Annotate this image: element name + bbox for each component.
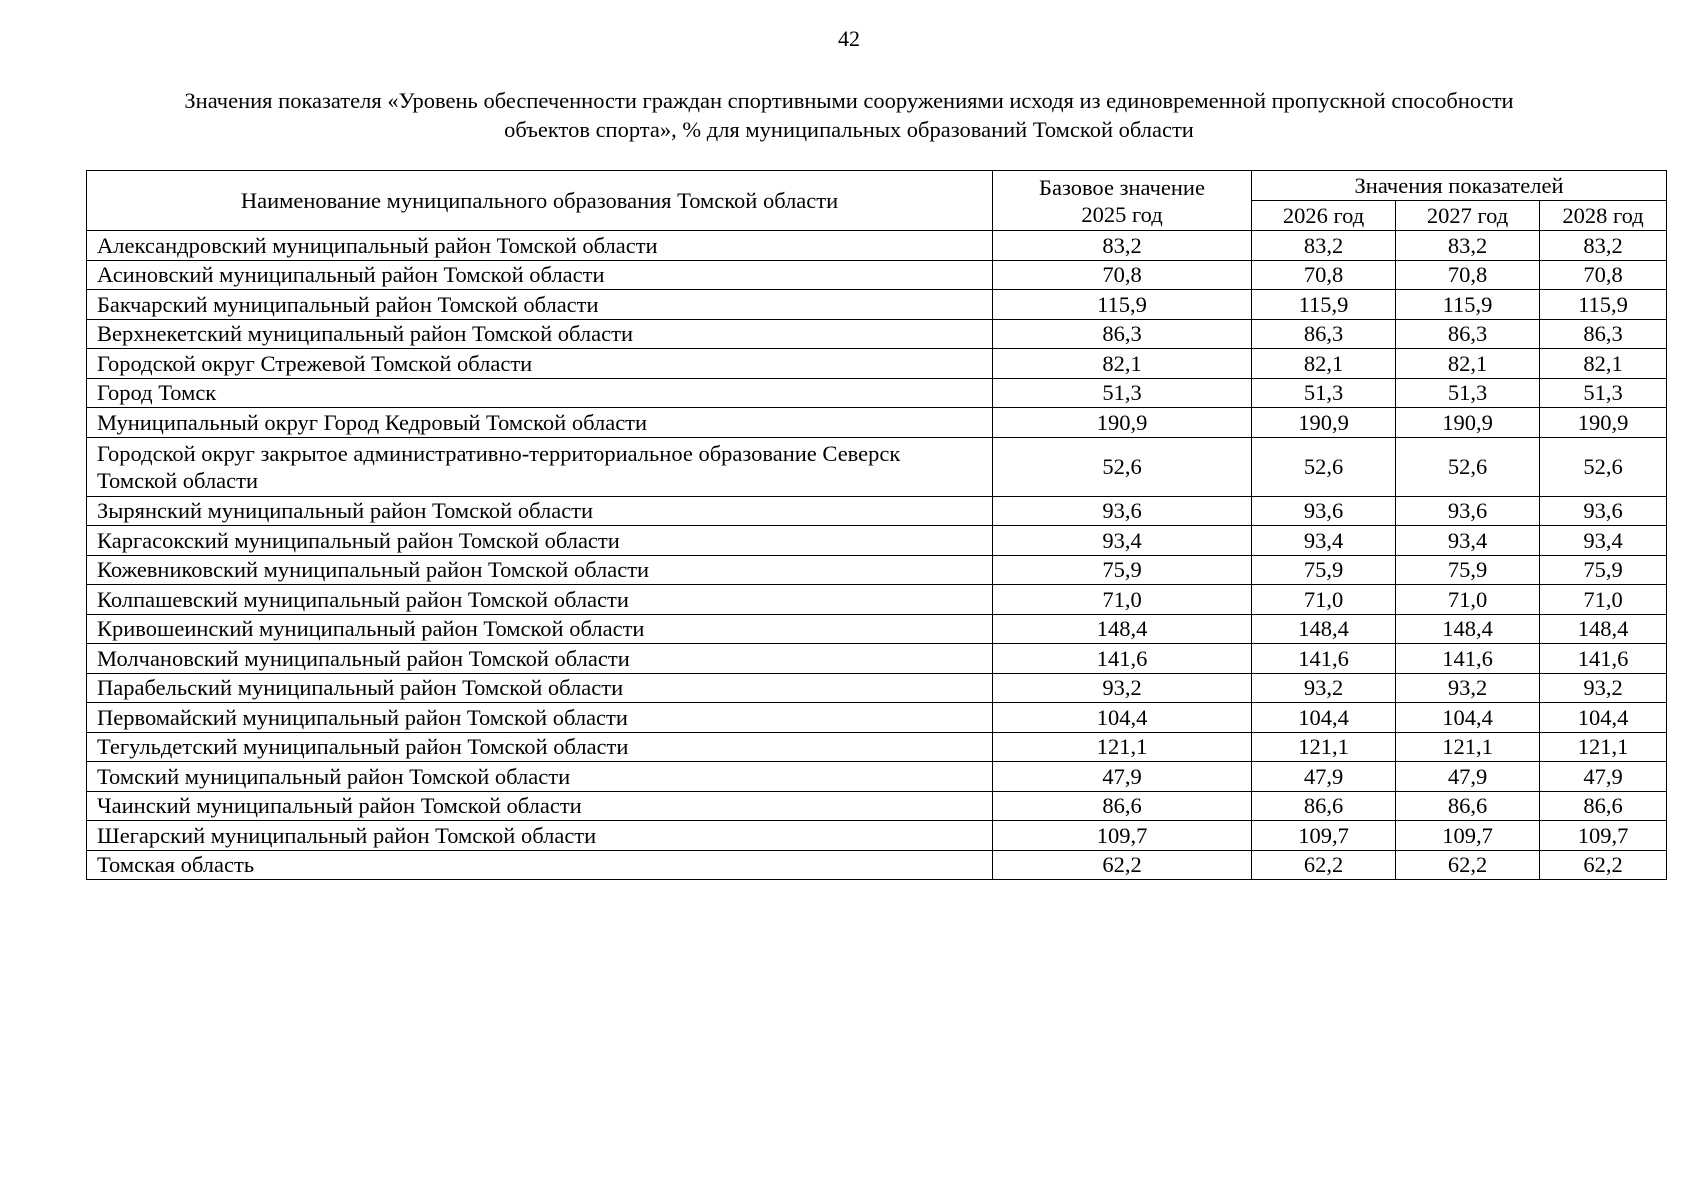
value-2028: 109,7: [1540, 821, 1667, 851]
value-2027: 148,4: [1396, 614, 1540, 644]
value-base-2025: 93,2: [993, 673, 1252, 703]
municipality-name: Кривошеинский муниципальный район Томской области: [87, 614, 993, 644]
table-row: [87, 555, 1667, 585]
value-2028: 93,2: [1540, 673, 1667, 703]
header-base-line-2: 2025 год: [1081, 201, 1163, 227]
value-base-2025: 115,9: [993, 290, 1252, 320]
municipality-name: Александровский муниципальный район Томской области: [87, 231, 993, 261]
value-base-2025: 93,4: [993, 526, 1252, 556]
municipality-name: Городской округ закрытое административно-территориальное образование Северск Томской области: [87, 437, 993, 496]
value-2026: 121,1: [1252, 732, 1396, 762]
table-row: [87, 762, 1667, 792]
value-2026: 51,3: [1252, 378, 1396, 408]
table-row: [87, 821, 1667, 851]
value-2027: 93,2: [1396, 673, 1540, 703]
value-2028: 70,8: [1540, 260, 1667, 290]
value-2028: 148,4: [1540, 614, 1667, 644]
value-2028: 75,9: [1540, 555, 1667, 585]
municipality-name: Парабельский муниципальный район Томской области: [87, 673, 993, 703]
table-row: [87, 644, 1667, 674]
header-base-value: [993, 171, 1252, 231]
table-row: [87, 673, 1667, 703]
table-row: [87, 526, 1667, 556]
value-2027: 70,8: [1396, 260, 1540, 290]
header-name: Наименование муниципального образования Томской области: [87, 171, 993, 231]
value-2027: 104,4: [1396, 703, 1540, 733]
value-2028: 93,4: [1540, 526, 1667, 556]
value-base-2025: 83,2: [993, 231, 1252, 261]
table-row: [87, 260, 1667, 290]
municipality-name: Томская область: [87, 850, 993, 880]
value-base-2025: 86,6: [993, 791, 1252, 821]
table-row: [87, 585, 1667, 615]
municipality-name: Городской округ Стрежевой Томской области: [87, 349, 993, 379]
value-2028: 115,9: [1540, 290, 1667, 320]
value-2026: 190,9: [1252, 408, 1396, 438]
value-2028: 83,2: [1540, 231, 1667, 261]
value-base-2025: 86,3: [993, 319, 1252, 349]
value-base-2025: 93,6: [993, 496, 1252, 526]
table-row: [87, 378, 1667, 408]
table-row: [87, 319, 1667, 349]
value-2027: 121,1: [1396, 732, 1540, 762]
value-2027: 190,9: [1396, 408, 1540, 438]
value-2028: 86,3: [1540, 319, 1667, 349]
municipality-name: Кожевниковский муниципальный район Томской области: [87, 555, 993, 585]
value-base-2025: 148,4: [993, 614, 1252, 644]
value-2028: 52,6: [1540, 437, 1667, 496]
value-2027: 62,2: [1396, 850, 1540, 880]
municipality-name: Колпашевский муниципальный район Томской области: [87, 585, 993, 615]
value-base-2025: 82,1: [993, 349, 1252, 379]
table-row: [87, 732, 1667, 762]
value-2026: 148,4: [1252, 614, 1396, 644]
municipality-name: Каргасокский муниципальный район Томской области: [87, 526, 993, 556]
table-row: [87, 496, 1667, 526]
value-2028: 71,0: [1540, 585, 1667, 615]
value-2028: 62,2: [1540, 850, 1667, 880]
table-body: [87, 231, 1667, 880]
table-row: [87, 850, 1667, 880]
table-row: [87, 349, 1667, 379]
value-base-2025: 190,9: [993, 408, 1252, 438]
header-year-2026: 2026 год: [1252, 201, 1396, 231]
value-base-2025: 104,4: [993, 703, 1252, 733]
value-2027: 52,6: [1396, 437, 1540, 496]
table-row: [87, 231, 1667, 261]
value-2026: 75,9: [1252, 555, 1396, 585]
value-2027: 86,3: [1396, 319, 1540, 349]
table-title-line-1: Значения показателя «Уровень обеспеченности граждан спортивными сооружениями исходя из единовременной пропускной способности: [184, 88, 1514, 113]
value-2028: 190,9: [1540, 408, 1667, 438]
municipality-name: Томский муниципальный район Томской области: [87, 762, 993, 792]
page-number: 42: [838, 26, 860, 51]
header-group-indicators: Значения показателей: [1252, 171, 1667, 201]
value-2028: 104,4: [1540, 703, 1667, 733]
municipality-name: Муниципальный округ Город Кедровый Томской области: [87, 408, 993, 438]
value-2028: 141,6: [1540, 644, 1667, 674]
table-title: [60, 86, 1638, 144]
value-base-2025: 121,1: [993, 732, 1252, 762]
value-2027: 71,0: [1396, 585, 1540, 615]
value-2026: 86,3: [1252, 319, 1396, 349]
value-2027: 86,6: [1396, 791, 1540, 821]
value-2026: 93,4: [1252, 526, 1396, 556]
value-2026: 70,8: [1252, 260, 1396, 290]
value-2028: 47,9: [1540, 762, 1667, 792]
value-2027: 93,6: [1396, 496, 1540, 526]
value-2026: 93,6: [1252, 496, 1396, 526]
value-2026: 141,6: [1252, 644, 1396, 674]
value-base-2025: 75,9: [993, 555, 1252, 585]
municipality-name: Город Томск: [87, 378, 993, 408]
value-base-2025: 141,6: [993, 644, 1252, 674]
value-base-2025: 109,7: [993, 821, 1252, 851]
municipality-name: Тегульдетский муниципальный район Томской области: [87, 732, 993, 762]
value-2027: 83,2: [1396, 231, 1540, 261]
value-2026: 115,9: [1252, 290, 1396, 320]
municipality-name: Первомайский муниципальный район Томской области: [87, 703, 993, 733]
value-base-2025: 70,8: [993, 260, 1252, 290]
municipality-name: Верхнекетский муниципальный район Томской области: [87, 319, 993, 349]
municipality-name: Чаинский муниципальный район Томской области: [87, 791, 993, 821]
value-2026: 104,4: [1252, 703, 1396, 733]
value-2027: 51,3: [1396, 378, 1540, 408]
header-year-2028: 2028 год: [1540, 201, 1667, 231]
value-2028: 86,6: [1540, 791, 1667, 821]
value-2026: 52,6: [1252, 437, 1396, 496]
table-row: [87, 614, 1667, 644]
value-2027: 115,9: [1396, 290, 1540, 320]
table-row: [87, 437, 1667, 496]
value-2028: 93,6: [1540, 496, 1667, 526]
value-base-2025: 47,9: [993, 762, 1252, 792]
municipality-name: Шегарский муниципальный район Томской области: [87, 821, 993, 851]
value-2027: 47,9: [1396, 762, 1540, 792]
table-row: [87, 408, 1667, 438]
indicator-table: [86, 170, 1667, 880]
value-2028: 51,3: [1540, 378, 1667, 408]
value-2028: 121,1: [1540, 732, 1667, 762]
value-2026: 83,2: [1252, 231, 1396, 261]
value-2027: 109,7: [1396, 821, 1540, 851]
value-base-2025: 51,3: [993, 378, 1252, 408]
value-2026: 62,2: [1252, 850, 1396, 880]
municipality-name: Молчановский муниципальный район Томской области: [87, 644, 993, 674]
value-base-2025: 71,0: [993, 585, 1252, 615]
table-row: [87, 703, 1667, 733]
value-base-2025: 62,2: [993, 850, 1252, 880]
municipality-name: Зырянский муниципальный район Томской области: [87, 496, 993, 526]
value-2026: 93,2: [1252, 673, 1396, 703]
header-base-line-1: Базовое значение: [1039, 174, 1205, 200]
value-2027: 82,1: [1396, 349, 1540, 379]
header-year-2027: 2027 год: [1396, 201, 1540, 231]
value-2027: 75,9: [1396, 555, 1540, 585]
value-2026: 86,6: [1252, 791, 1396, 821]
value-2026: 47,9: [1252, 762, 1396, 792]
value-2026: 71,0: [1252, 585, 1396, 615]
table-row: [87, 290, 1667, 320]
value-2027: 141,6: [1396, 644, 1540, 674]
municipality-name: Асиновский муниципальный район Томской области: [87, 260, 993, 290]
value-2026: 82,1: [1252, 349, 1396, 379]
municipality-name: Бакчарский муниципальный район Томской области: [87, 290, 993, 320]
value-base-2025: 52,6: [993, 437, 1252, 496]
value-2026: 109,7: [1252, 821, 1396, 851]
table-row: [87, 791, 1667, 821]
value-2027: 93,4: [1396, 526, 1540, 556]
table-title-line-2: объектов спорта», % для муниципальных образований Томской области: [504, 117, 1194, 142]
value-2028: 82,1: [1540, 349, 1667, 379]
